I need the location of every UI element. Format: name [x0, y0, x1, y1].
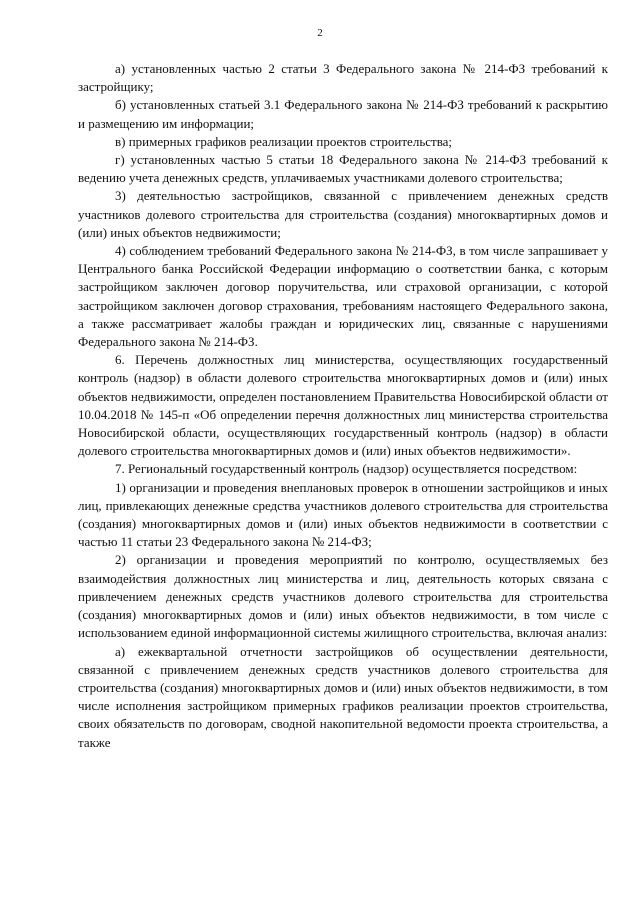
- paragraph-item-b: б) установленных статьей 3.1 Федерального закона № 214-ФЗ требований к раскрытию и размещению им информации;: [78, 97, 608, 131]
- paragraph-section-7-item-2-a: а) ежеквартальной отчетности застройщиков об осуществлении деятельности, связанной с привлечением денежных средств участников долевого строительства для строительства (создания) многоквартирных домов и (или) иных объектов недвижимости, в том числе исполнения застройщиком примерных графиков реализации проектов строительства, своих обязательств по договорам, сводной накопительной ведомости проекта строительства, а также: [78, 643, 608, 750]
- paragraph-item-v: в) примерных графиков реализации проектов строительства;: [115, 133, 453, 149]
- paragraph-section-7: 7. Региональный государственный контроль (надзор) осуществляется посредством:: [115, 461, 578, 477]
- paragraph-item-g: г) установленных частью 5 статьи 18 Федерального закона № 214-ФЗ требований к ведению учета денежных средств, уплачиваемых участниками долевого строительства;: [78, 152, 608, 186]
- paragraph-section-7-item-2: 2) организации и проведения мероприятий по контролю, осуществляемых без взаимодействия должностных лиц министерства и лиц, деятельность которых связана с привлечением денежных средств участников долевого строительства для строительства (создания) многоквартирных домов и (или) иных объектов недвижимости, в том числе с использованием единой информационной системы жилищного строительства, включая анализ:: [78, 552, 608, 641]
- paragraph-section-7-item-1: 1) организации и проведения внеплановых проверок в отношении застройщиков и иных лиц, привлекающих денежные средства участников долевого строительства для строительства (создания) многоквартирных домов и (или) иных объектов недвижимости в соответствии с частью 11 статьи 23 Федерального закона № 214-ФЗ;: [78, 479, 608, 550]
- paragraph-item-4: 4) соблюдением требований Федерального закона № 214-ФЗ, в том числе запрашивает у Центрального банка Российской Федерации информацию о соответствии банка, с которым застройщиком заключен договор поручительства, или страховой организации, с которой застройщиком заключен договор страхования, требованиям настоящего Федерального закона, а также рассматривает жалобы граждан и юридических лиц, связанные с нарушениями Федерального закона № 214-ФЗ.: [78, 243, 608, 350]
- paragraph-item-3: 3) деятельностью застройщиков, связанной с привлечением денежных средств участников долевого строительства для строительства (создания) многоквартирных домов и (или) иных объектов недвижимости;: [78, 188, 608, 240]
- paragraph-item-a: а) установленных частью 2 статьи 3 Федерального закона № 214-ФЗ требований к застройщику;: [78, 61, 608, 95]
- paragraph-section-6: 6. Перечень должностных лиц министерства, осуществляющих государственный контроль (надзор) в области долевого строительства многоквартирных домов и (или) иных объектов недвижимости, определен постановлением Правительства Новосибирской области от 10.04.2018 № 145-п «Об определении перечня должностных лиц министерства строительства Новосибирской области, осуществляющих государственный контроль (надзор) в области долевого строительства многоквартирных домов и (или) иных объектов недвижимости».: [78, 352, 608, 459]
- document-body: [78, 60, 608, 752]
- page-number: 2: [317, 27, 323, 39]
